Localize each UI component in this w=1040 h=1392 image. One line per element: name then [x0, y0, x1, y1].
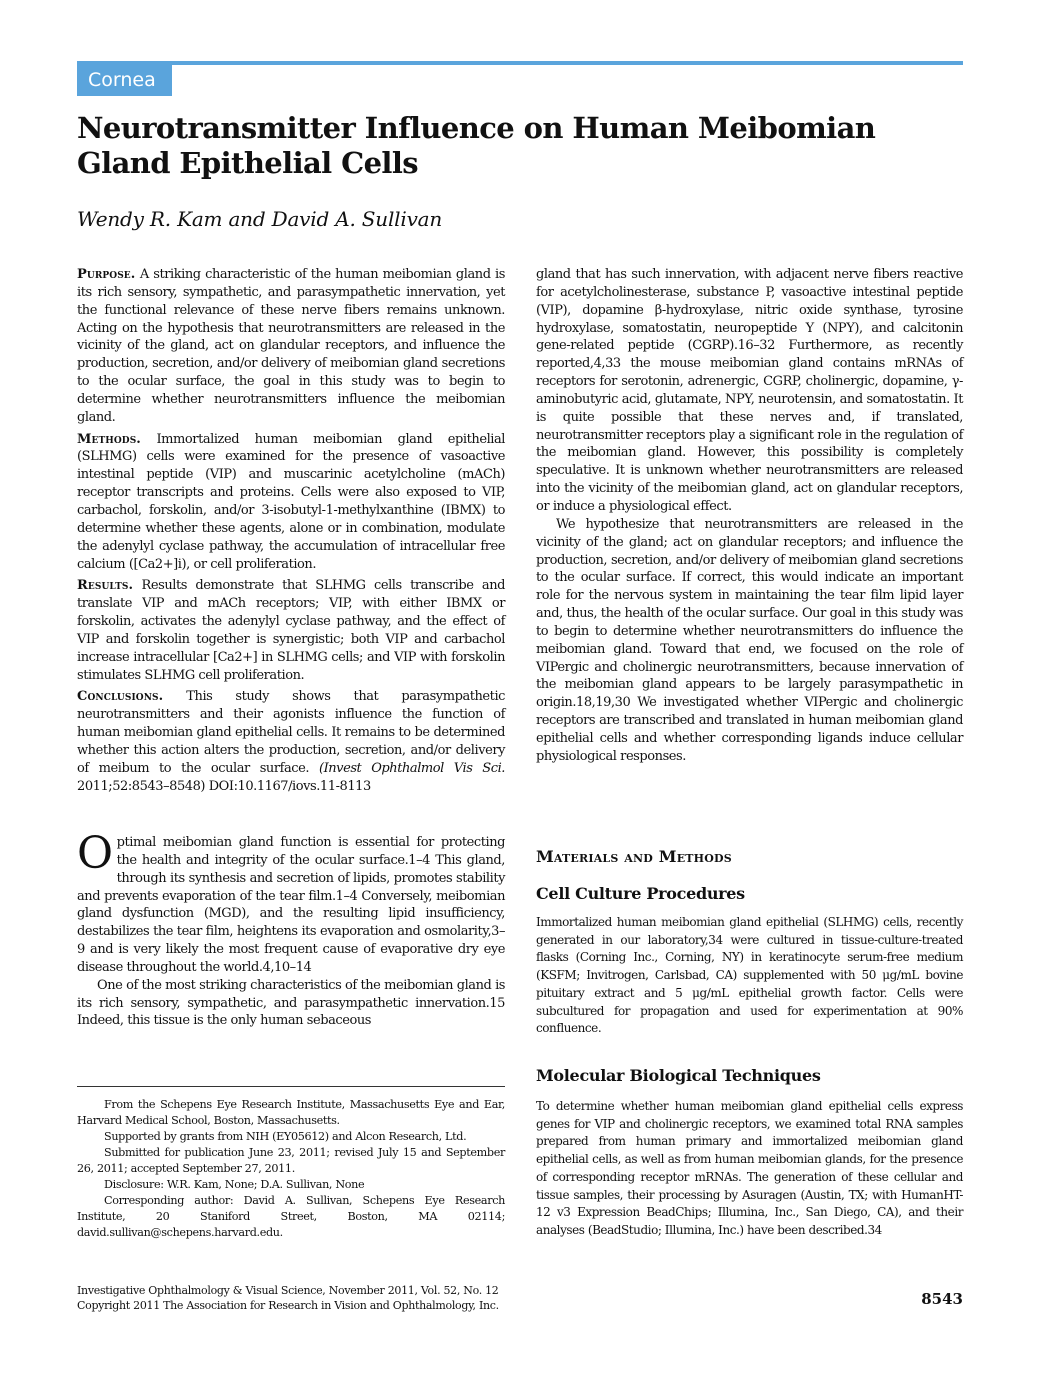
purpose-text: A striking characteristic of the human meibomian gland is its rich sensory, sympathetic, and parasympathetic innervation, yet the functional relevance of these nerve fibers remains unknown. Acting on the hypothesis that neurotransmitters are released in the vicinity of the gland, act on glandular receptors, and influence the production, secretion, and/or delivery of meibomian gland secretions to the ocular surface, the goal in this study was to begin to determine whether neurotransmitters influence the meibomian gland.: [77, 267, 505, 425]
article-title: Neurotransmitter Influence on Human Meibomian Gland Epithelial Cells: [77, 111, 876, 180]
results-label: Results.: [77, 578, 134, 594]
results-text: Results demonstrate that SLHMG cells transcribe and translate VIP and mACh receptors; VIP, with either IBMX or forskolin, activates the adenylyl cyclase pathway, and the effect of VIP and forskolin together is synergistic; both VIP and carbachol increase intracellular [Ca2+] in SLHMG cells; and VIP with forskolin stimulates SLHMG cell proliferation.: [77, 578, 505, 683]
footnote-divider: [77, 1086, 505, 1087]
journal-line-2: Copyright 2011 The Association for Research in Vision and Ophthalmology, Inc.: [77, 1299, 499, 1312]
abstract-results: [77, 577, 505, 684]
abstract-methods: [77, 431, 505, 574]
abstract-purpose: [77, 266, 505, 427]
methods-label: Methods.: [77, 431, 141, 447]
right-paragraph-1: gland that has such innervation, with adjacent nerve fibers reactive for acetylcholinesterase, substance P, vasoactive intestinal peptide (VIP), dopamine β-hydroxylase, nitric oxide synthase, tyrosine hydroxylase, somatostatin, neuropeptide Y (NPY), and calcitonin gene-related peptide (CGRP).16–32 Furthermore, as recently reported,4,33 the mouse meibomian gland contains mRNAs of receptors for serotonin, adrenergic, CGRP, cholinergic, dopamine, γ-aminobutyric acid, glutamate, NPY, neurotensin, and somatostatin. It is quite possible that these nerves and, if translated, neurotransmitter receptors play a significant role in the regulation of the meibomian gland. However, this possibility is completely speculative. It is unknown whether neurotransmitters are released into the vicinity of the meibomian gland, act on glandular receptors, or induce a physiological effect.: [536, 267, 963, 514]
header-rule: [77, 61, 963, 65]
journal-info: [77, 1283, 547, 1313]
molecular-text: To determine whether human meibomian gland epithelial cells express genes for VIP and cholinergic receptors, we examined total RNA samples prepared from human primary and immortalized meibomian gland epithelial cells, as well as from human meibomian glands, for the presence of corresponding receptor mRNAs. The generation of these cellular and tissue samples, their processing by Asuragen (Austin, TX; with HumanHT-12 v3 Expression BeadChips; Illumina, Inc., San Diego, CA), and their analyses (BeadStudio; Illumina, Inc.) have been described.34: [536, 1099, 963, 1237]
right-column-body: [536, 266, 963, 766]
cell-culture-text: Immortalized human meibomian gland epithelial (SLHMG) cells, recently generated in our laboratory,34 were cultured in tissue-culture-treated flasks (Corning Inc., Corning, NY) in keratinocyte serum-free medium (KSFM; Invitrogen, Carlsbad, CA) supplemented with 50 μg/mL bovine pituitary extract and 5 μg/mL epithelial growth factor. Cells were subcultured for propagation and used for experimentation at 90% confluence.: [536, 915, 963, 1036]
drop-cap: O: [77, 828, 113, 879]
footnote-affiliation: From the Schepens Eye Research Institute, Massachusetts Eye and Ear, Harvard Medical School, Boston, Massachusetts.: [77, 1098, 505, 1127]
introduction: [77, 828, 505, 1030]
footnote-correspondence: Corresponding author: David A. Sullivan, Schepens Eye Research Institute, 20 Staniford Street, Boston, MA 02114; david.sullivan@schepens.harvard.edu.: [77, 1194, 505, 1239]
purpose-label: Purpose.: [77, 267, 136, 282]
conclusions-text: This study shows that parasympathetic neurotransmitters and their agonists influence the function of human meibomian gland epithelial cells. It remains to be determined whether this action alters the production, secretion, and/or delivery of meibum to the ocular surface.: [77, 689, 505, 776]
molecular-heading: Molecular Biological Techniques: [536, 1066, 821, 1085]
intro-text-1: ptimal meibomian gland function is essential for protecting the health and integrity of the ocular surface.1–4 This gland, through its synthesis and secretion of lipids, promotes stability and prevents evaporation of the tear film.1–4 Conversely, meibomian gland dysfunction (MGD), and the resulting lipid insufficiency, destabilizes the tear film, heightens its evaporation and osmolarity,3–9 and is very likely the most frequent cause of evaporative dry eye disease throughout the world.4,10–14: [77, 835, 505, 975]
section-tag: Cornea: [77, 65, 172, 96]
intro-paragraph-2: One of the most striking characteristics of the meibomian gland is its rich sensory, sympathetic, and parasympathetic innervation.15 Indeed, this tissue is the only human sebaceous: [77, 977, 505, 1029]
footnotes: [77, 1097, 505, 1241]
right-paragraph-2: We hypothesize that neurotransmitters are released in the vicinity of the gland; act on glandular receptors; and influence the production, secretion, and/or delivery of meibomian gland secretions to the ocular surface. If correct, this would indicate an important role for the nervous system in maintaining the tear film lipid layer and, thus, the health of the ocular surface. Our goal in this study was to begin to determine whether neurotransmitters do influence the meibomian gland. Toward that end, we focused on the role of VIPergic and cholinergic neurotransmitters, because innervation of the meibomian gland appears to be largely parasympathetic in origin.18,19,30 We investigated whether VIPergic and cholinergic receptors are transcribed and translated in human meibomian gland epithelial cells and whether corresponding ligands induce cellular physiological responses.: [536, 516, 963, 764]
intro-paragraph-1: [77, 828, 505, 977]
cell-culture-heading: Cell Culture Procedures: [536, 884, 745, 903]
footnote-support: Supported by grants from NIH (EY05612) and Alcon Research, Ltd.: [104, 1130, 467, 1143]
materials-methods-heading: Materials and Methods: [536, 847, 732, 866]
citation-rest: 2011;52:8543–8548) DOI:10.1167/iovs.11-8113: [77, 778, 371, 794]
abstract: [77, 266, 505, 799]
page-number: 8543: [921, 1290, 963, 1308]
journal-line-1: Investigative Ophthalmology & Visual Science, November 2011, Vol. 52, No. 12: [77, 1284, 499, 1297]
conclusions-label: Conclusions.: [77, 689, 164, 705]
citation-journal: (Invest Ophthalmol Vis Sci.: [318, 760, 505, 776]
abstract-conclusions: [77, 688, 505, 795]
article-authors: Wendy R. Kam and David A. Sullivan: [77, 207, 443, 231]
footnote-disclosure: Disclosure: W.R. Kam, None; D.A. Sullivan, None: [104, 1178, 365, 1191]
footnote-dates: Submitted for publication June 23, 2011; revised July 15 and September 26, 2011; accepted September 27, 2011.: [77, 1146, 505, 1175]
methods-text: Immortalized human meibomian gland epithelial (SLHMG) cells were examined for the presence of vasoactive intestinal peptide (VIP) and muscarinic acetylcholine (mACh) receptor transcripts and proteins. Cells were also exposed to VIP, carbachol, forskolin, and/or 3-isobutyl-1-methylxanthine (IBMX) to determine whether these agents, alone or in combination, modulate the adenylyl cyclase pathway, the accumulation of intracellular free calcium ([Ca2+]i), or cell proliferation.: [77, 431, 505, 572]
